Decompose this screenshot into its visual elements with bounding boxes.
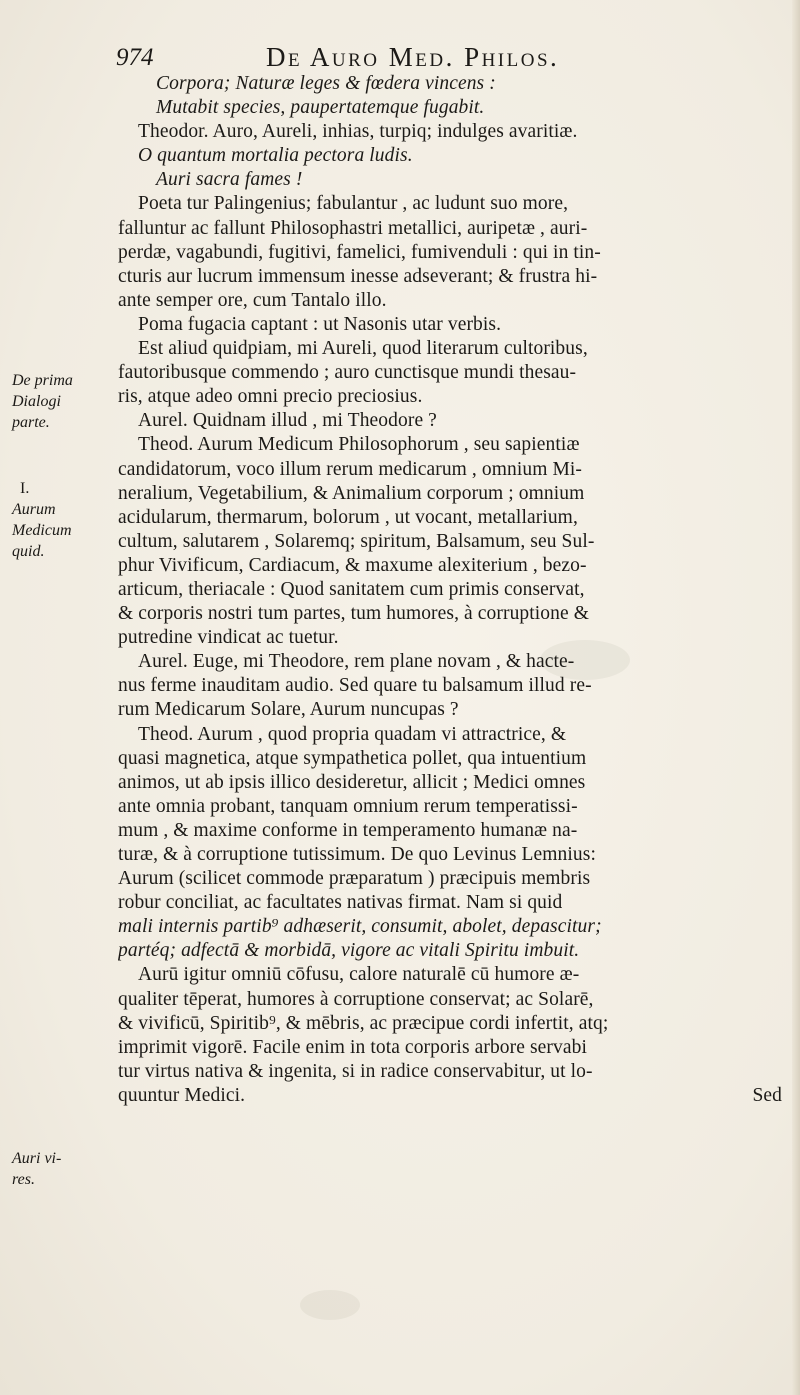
text-line: turæ, & à corruptione tutissimum. De quo Levinus Lemnius: [118,844,596,865]
text-line: falluntur ac fallunt Philosophastri metallici, auripetæ , auri- [118,217,588,239]
margin-note-line: res. [12,1171,35,1188]
text-line: Auri sacra fames ! [156,169,303,191]
text-line: tur virtus nativa & ingenita, si in radice conservabitur, ut lo- [118,1060,593,1082]
text-line: ante omnia probant, tanquam omnium rerum temperatissi- [118,795,578,817]
text-line: Theodor. Auro, Aureli, inhias, turpiq; indulges avaritiæ. [138,121,578,143]
text-line: Theod. Aurum Medicum Philosophorum , seu sapientiæ [138,434,580,456]
text-line: Aurum (scilicet commode præparatum ) præcipuis membris [118,868,591,890]
margin-note-de-prima [12,370,112,433]
text-line: mali internis partib⁹ adhæserit, consumit, abolet, depascitur; [118,916,602,938]
text-line: ante semper ore, cum Tantalo illo. [118,289,387,311]
text-line: Poma fugacia captant : ut Nasonis utar verbis. [138,313,502,335]
text-line: phur Vivificum, Cardiacum, & maxume alexiterium , bezo- [118,554,587,576]
margin-note-line: parte. [12,414,50,431]
text-line: imprimit vigorē. Facile enim in tota corporis arbore servabi [118,1036,587,1058]
text-line: articum, theriacale : Quod sanitatem cum primis conservat, [118,578,585,600]
page-number: 974 [116,44,154,71]
text-line: candidatorum, voco illum rerum medicarum , omnium Mi- [118,458,582,480]
text-line: Poeta tur Palingenius; fabulantur , ac ludunt suo more, [138,193,569,215]
text-line: partéq; adfectā & morbidā, vigore ac vitali Spiritu imbuit. [118,940,580,962]
running-header [116,42,776,76]
text-line: Aurel. Euge, mi Theodore, rem plane novam , & hacte- [138,651,575,673]
text-line: O quantum mortalia pectora ludis. [138,145,413,167]
margin-note-line: De prima [12,372,73,389]
text-line: Aurel. Quidnam illud , mi Theodore ? [138,410,437,432]
text-line: & corporis nostri tum partes, tum humores, à corruptione & [118,603,590,625]
text-line: Aurū igitur omniū cōfusu, calore naturalē cū humore æ- [138,964,580,986]
text-line: acidularum, thermarum, bolorum , ut vocant, metallarium, [118,506,578,528]
text-line [118,1084,790,1108]
margin-note-aurum-medicum [12,478,112,562]
text-line: cturis aur lucrum immensum inesse adseverant; & frustra hi- [118,265,598,287]
text-line: perdæ, vagabundi, fugitivi, famelici, fumivenduli : qui in tin- [118,241,601,263]
text-line: animos, ut ab ipsis illico desideretur, allicit ; Medici omnes [118,771,586,793]
running-title: De Auro Med. Philos. [266,42,560,72]
margin-note-line: Auri vi- [12,1150,62,1167]
margin-note-number: I. [20,480,30,497]
text-line: Corpora; Naturæ leges & fœdera vincens : [156,73,496,94]
text-line: ris, atque adeo omni precio preciosius. [118,386,423,408]
text-line: mum , & maxime conforme in temperamento humanæ na- [118,819,578,841]
margin-note-line: quid. [12,543,45,560]
page-edge [792,0,800,1395]
text-line: qualiter tēperat, humores à corruptione conservat; ac Solarē, [118,988,594,1010]
text-line: nus ferme inauditam audio. Sed quare tu balsamum illud re- [118,675,592,697]
text-line-content: quuntur Medici. [118,1084,246,1106]
text-line: & vivificū, Spiritib⁹, & mēbris, ac præcipue cordi infertit, atq; [118,1012,609,1034]
text-line: neralium, Vegetabilium, & Animalium corporum ; omnium [118,482,585,504]
text-line: quasi magnetica, atque sympathetica pollet, qua intuentium [118,747,587,769]
body-text [118,72,790,1108]
text-line: putredine vindicat ac tuetur. [118,627,339,649]
margin-note-auri-vires [12,1148,112,1190]
text-line: rum Medicarum Solare, Aurum nuncupas ? [118,699,459,721]
text-line: Mutabit species, paupertatemque fugabit. [156,97,485,119]
paper-stain [300,1290,360,1320]
text-line: fautoribusque commendo ; auro cunctisque mundi thesau- [118,362,577,384]
margin-note-line: Medicum [12,522,72,539]
text-line: Theod. Aurum , quod propria quadam vi attractrice, & [138,723,567,745]
text-line: robur conciliat, ac facultates nativas firmat. Nam si quid [118,892,563,914]
margin-note-line: Aurum [12,501,56,518]
catchword: Sed [752,1084,782,1106]
text-line: Est aliud quidpiam, mi Aureli, quod literarum cultoribus, [138,338,588,360]
margin-note-line: Dialogi [12,393,61,410]
text-line: cultum, salutarem , Solaremq; spiritum, Balsamum, seu Sul- [118,530,595,552]
